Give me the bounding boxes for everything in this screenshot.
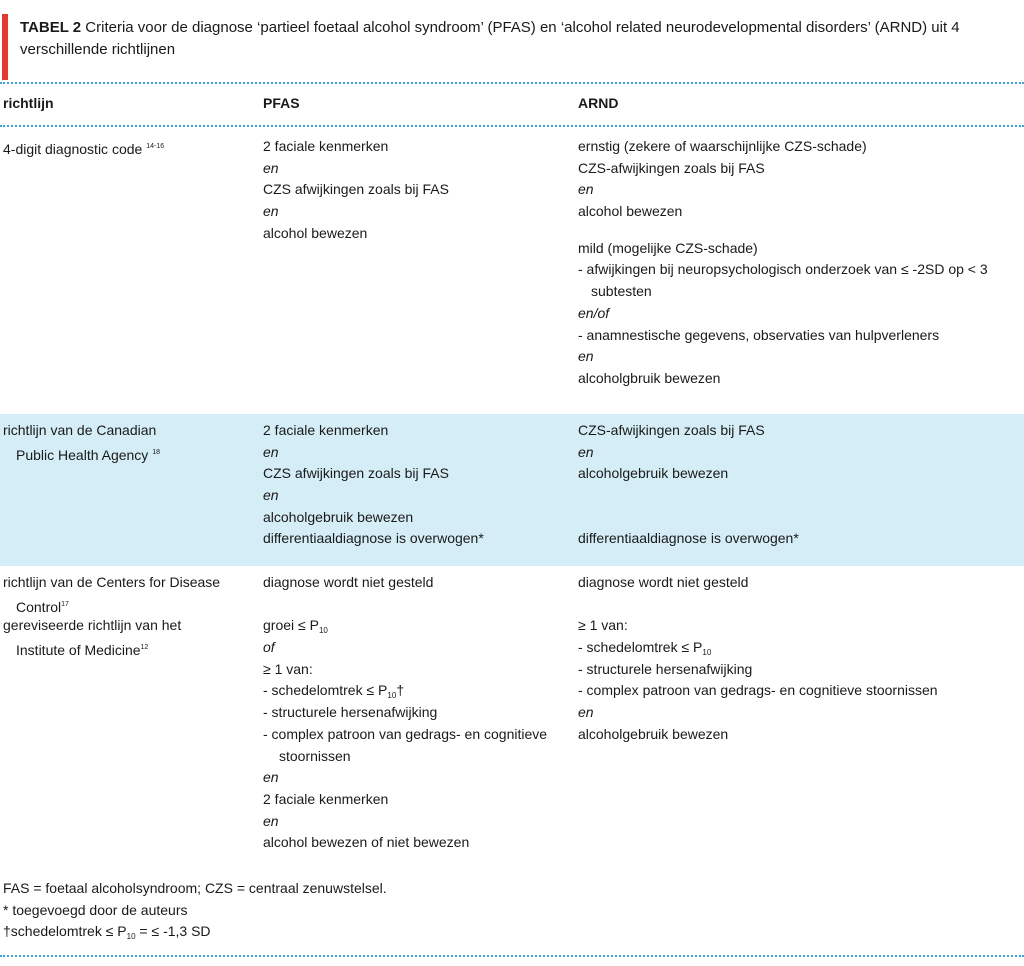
caption-accent-bar bbox=[2, 14, 8, 80]
table-row bbox=[0, 414, 1024, 566]
footnote-dagger: †schedelomtrek ≤ $P_{10}$ = ≤ -1,3 SD bbox=[3, 923, 211, 942]
row2-pfas: 2 faciale kenmerken en CZS afwijkingen zoals bij FAS en alcoholgebruik bewezen differentiaaldiagnose is overwogen* bbox=[263, 422, 484, 547]
caption-line2: verschillende richtlijnen bbox=[20, 41, 176, 58]
header-arnd: ARND bbox=[578, 95, 619, 111]
row1-pfas: 2 faciale kenmerken en CZS afwijkingen zoals bij FAS en alcohol bewezen bbox=[263, 138, 449, 241]
footnotes bbox=[3, 878, 387, 943]
table-caption bbox=[0, 0, 1024, 80]
rule-header bbox=[0, 125, 1024, 127]
row3-arnd: diagnose wordt niet gesteld ≥ 1 van: - schedelomtrek ≤ $P_{10}$ - structurele hersenafwijking - complex patroon van gedrags- en cognitieve stoornissen en alcoholgebruik bewezen bbox=[578, 574, 938, 742]
caption-line1: Criteria voor de diagnose ‘partieel foetaal alcohol syndroom’ (PFAS) en ‘alcohol related neurodevelopmental disorders’ (ARND) uit 4 bbox=[85, 19, 960, 36]
row1-arnd: ernstig (zekere of waarschijnlijke CZS-schade) CZS-afwijkingen zoals bij FAS en alcohol bewezen mild (mogelijke CZS-schade) - afwijkingen bij neuropsychologisch onderzoek van ≤ -2SD op < 3 subtesten en/of - anamnestische gegevens, observaties van hulpverleners en alcoholgbruik bewezen bbox=[578, 138, 988, 386]
row2-arnd: CZS-afwijkingen zoals bij FAS en alcoholgebruik bewezen differentiaaldiagnose is overwogen* bbox=[578, 422, 799, 547]
footnote-asterisk: * toegevoegd door de auteurs bbox=[3, 901, 188, 918]
row3-guideline: richtlijn van de Centers for Disease Control$^{17}$ gereviseerde richtlijn van het Institute of Medicine$^{12}$ bbox=[3, 574, 221, 659]
header-richtlijn: richtlijn bbox=[3, 95, 54, 111]
row1-guideline: 4-digit diagnostic code $^{14-16}$ bbox=[3, 141, 165, 157]
footnote-abbrev: FAS = foetaal alcoholsyndroom; CZS = centraal zenuwstelsel. bbox=[3, 880, 387, 896]
caption-text bbox=[20, 17, 1010, 61]
table-header bbox=[0, 84, 1024, 124]
row2-guideline: richtlijn van de Canadian Public Health Agency $^{18}$ bbox=[3, 422, 160, 463]
table-row bbox=[0, 566, 1024, 866]
caption-label: TABEL 2 bbox=[20, 19, 82, 36]
row3-pfas: diagnose wordt niet gesteld groei ≤ $P_{10}$ of ≥ 1 van: - schedelomtrek ≤ $P_{10}\dagger$ - structurele hersenafwijking - complex patroon van gedrags- en cognitieve stoornissen en 2 faciale kenmerken en alcohol bewezen of niet bewezen bbox=[263, 574, 548, 851]
table-row bbox=[0, 128, 1024, 412]
header-pfas: PFAS bbox=[263, 95, 300, 111]
rule-bottom bbox=[0, 955, 1024, 957]
